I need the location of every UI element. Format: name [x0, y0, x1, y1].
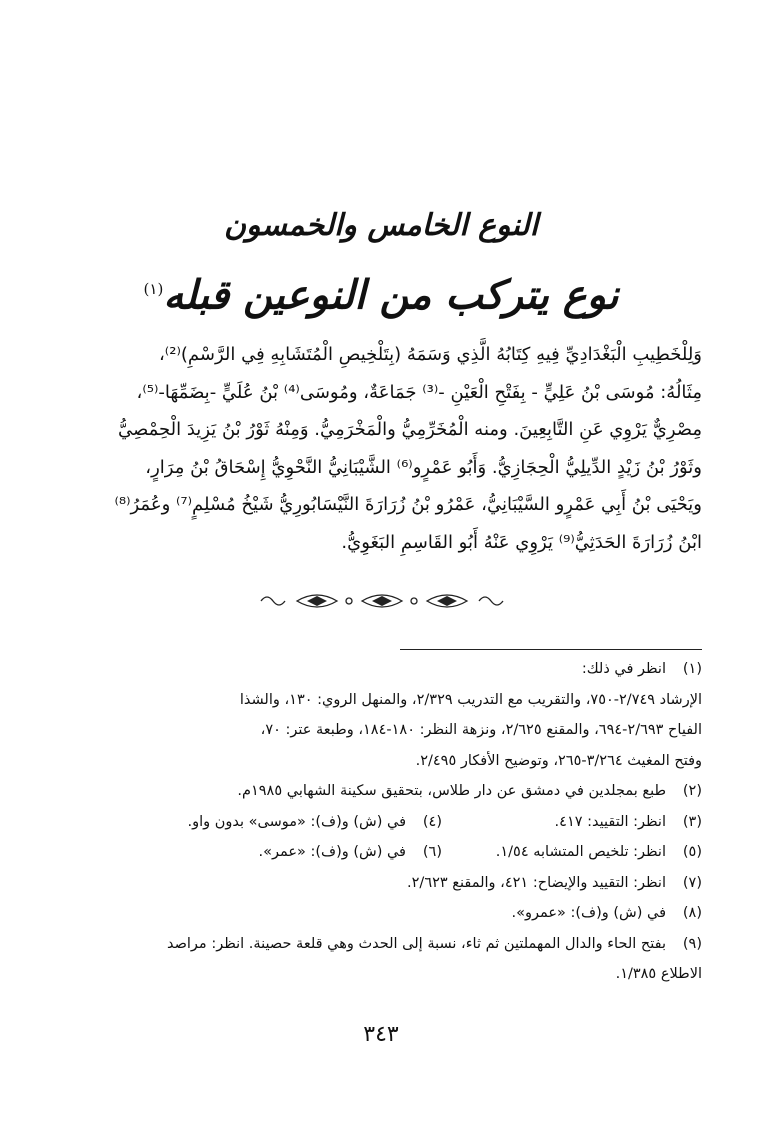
main-text — [74, 336, 702, 561]
footnotes — [66, 654, 702, 990]
floral-divider-icon — [257, 586, 507, 616]
footnote-number: (٤) — [422, 813, 442, 830]
footnote-6 — [66, 837, 442, 868]
footnote-line: طبع بمجلدين في دمشق عن دار طلاس، بتحقيق سكينة الشهابي ١٩٨٥م. — [237, 783, 666, 799]
footnote-separator — [400, 649, 702, 650]
footnote-number: (١) — [682, 661, 702, 677]
text-line: مِثَالُهُ: مُوسَى بْنُ عَلِيٍّ - بِفَتْحِ الْعَيْنِ -⁽³⁾ جَمَاعَةٌ، ومُوسَى⁽⁴⁾ بْنُ عُلَيٍّ -بِضَمِّهَا-⁽⁵⁾، — [136, 381, 702, 403]
footnote-pair-3-4 — [66, 807, 702, 838]
footnote-line: بفتح الحاء والدال المهملتين ثم ثاء، نسبة إلى الحدث وهي قلعة حصينة. انظر: مراصد — [166, 935, 666, 952]
footnote-line: وفتح المغيث ٣/٢٦٤-٢٦٥، وتوضيح الأفكار ٢/٤٩٥. — [415, 752, 702, 769]
footnote-line: الاطلاع ١/٣٨٥. — [615, 966, 702, 982]
footnote-line: انظر في ذلك: — [581, 661, 666, 677]
text-line: ابْنُ زُرَارَةَ الحَدَثِيُّ⁽⁹⁾ يَرْوِي عَنْهُ أَبُو القَاسِمِ البَغَوِيُّ. — [341, 531, 702, 553]
footnote-9 — [66, 929, 702, 960]
text-line: مِصْرِيٌّ يَرْوِي عَنِ التَّابِعِينَ. ومنه الْمُخَرِّمِيُّ والْمَخْرَمِيُّ. وَمِنْهُ ثَوْرُ بْنُ يَزِيدَ الْحِمْصِيُّ — [118, 419, 702, 440]
chapter-subtitle — [0, 262, 762, 322]
text-line: ويَحْيَى بْنُ أَبِي عَمْرٍو السَّيْبَانِيُّ، عَمْرُو بْنُ زُرَارَةَ النَّيْسَابُورِيُّ شَيْخُ مُسْلِمٍ⁽⁷⁾ وعُمَرُ⁽⁸⁾ — [114, 494, 702, 515]
subtitle-text: نوع يتركب من النوعين قبله — [163, 271, 619, 319]
footnote-2 — [66, 776, 702, 807]
text-line: وَلِلْخَطِيبِ الْبَغْدَادِيِّ فِيهِ كِتَابُهُ الَّذِي وَسَمَهُ (بِتَلْخِيصِ الْمُتَشَابِهِ فِي الرَّسْمِ)⁽²⁾، — [159, 344, 702, 365]
footnote-number: (٧) — [682, 874, 702, 891]
text-line: وثَوْرُ بْنُ زَيْدٍ الدِّيلِيُّ الْحِجَازِيُّ. وَأَبُو عَمْرٍو⁽⁶⁾ الشَّيْبَانِيُّ النَّحْوِيُّ إِسْحَاقُ بْنُ مِرَارٍ، — [145, 456, 702, 478]
footnote-number: (٩) — [682, 935, 702, 952]
footnote-7 — [66, 868, 702, 899]
footnote-line: انظر: التقييد: ٤١٧. — [554, 813, 666, 830]
footnote-5 — [442, 837, 702, 868]
footnote-line: في (ش) و(ف): «عمر». — [258, 844, 406, 860]
footnote-line: انظر: التقييد والإيضاح: ٤٢١، والمقنع ٢/٦٢٣. — [407, 874, 666, 891]
page-number: ٣٤٣ — [363, 1022, 399, 1047]
footnote-line: الإرشاد ٢/٧٤٩-٧٥٠، والتقريب مع التدريب ٢/٣٢٩، والمنهل الروي: ١٣٠، والشذا — [239, 691, 702, 708]
footnote-number: (٦) — [422, 844, 442, 860]
footnote-number: (٥) — [682, 844, 702, 860]
footnote-3 — [442, 807, 702, 838]
footnote-1 — [66, 654, 702, 685]
subtitle-footnote-ref: (١) — [143, 280, 164, 298]
footnote-number: (٢) — [682, 783, 702, 799]
footnote-line: الفياح ٢/٦٩٣-٦٩٤، والمقنع ٢/٦٢٥، ونزهة النظر: ١٨٠-١٨٤، وطبعة عتر: ٧٠، — [260, 722, 702, 738]
footnote-number: (٣) — [682, 813, 702, 830]
chapter-title: النوع الخامس والخمسون — [223, 208, 539, 243]
footnote-4 — [66, 807, 442, 838]
footnote-8 — [66, 898, 702, 929]
footnote-line: في (ش) و(ف): «موسى» بدون واو. — [187, 813, 406, 830]
footnote-line: انظر: تلخيص المتشابه ١/٥٤. — [495, 844, 666, 860]
footnote-number: (٨) — [682, 905, 702, 921]
footnote-line: في (ش) و(ف): «عمرو». — [511, 905, 666, 921]
footnote-pair-5-6 — [66, 837, 702, 868]
